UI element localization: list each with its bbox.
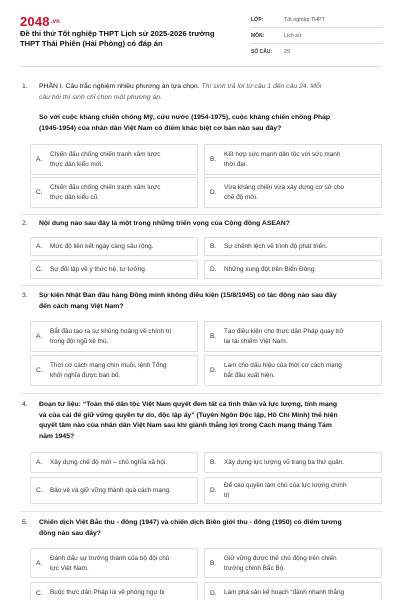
question-number: 3. (22, 292, 28, 299)
answer-option-5b[interactable]: B. Giữ vững được thế chủ động trên chiến trường chính Bắc Bộ. (204, 548, 382, 578)
site-logo[interactable]: $2048^{.vn}$ (20, 14, 61, 29)
question-text: Nội dung nào sau đây là một trong những triển vọng của Cộng đồng ASEAN? (39, 220, 290, 227)
document-title: Đề thi thử Tốt nghiệp THPT Lịch sử 2025-2026 trường THPT Thái Phiên (Hải Phòng) có đáp án (20, 29, 215, 48)
answer-option-2c[interactable]: C. Sự đối lập về ý thức hệ, tư tưởng. (30, 260, 198, 279)
question-number: 2. (22, 220, 28, 227)
answer-option-4d[interactable]: D. Để cao quyền làm chủ của lực lượng chính trị (204, 477, 382, 504)
question-number: 1. (22, 83, 28, 90)
question-divider (20, 511, 382, 512)
answer-option-3c[interactable]: C. Thời cơ cách mạng chín muồi, lệnh Tổng khởi nghĩa được ban bố. (30, 355, 198, 386)
answer-option-2b[interactable]: B. Sự chênh lệch về trình độ phát triển. (204, 237, 382, 256)
question-divider (20, 393, 382, 394)
question-text: Sự kiện Nhật Bản đầu hàng Đồng minh không điều kiện (15/8/1945) có tác động nào sau đây đến cách mạng Việt Nam? (39, 292, 337, 310)
question-text: Đoạn tư liệu: “Toàn thể dân tộc Việt Nam quyết đem tất cả tinh thần và lực lượng, tính mạng và của cải để giữ vững quyền tự do, độc lập ấy” (Tuyên Ngôn Độc lập, Hồ Chí Minh) thể hiện quyết tâm nào của nhân dân Việt Nam sau khi giành thắng lợi trong Cách mạng tháng Tám năm 1945? (39, 401, 338, 440)
answer-option-1b[interactable]: B. Kết hợp sức mạnh dân tộc với sức mạnh thời đại. (204, 144, 382, 175)
part-heading: PHẦN I. Câu trắc nghiệm nhiều phương án lựa chọn. Thí sinh trả lời từ câu 1 đến câu 24. Mỗi câu hỏi thí sinh chỉ chọn một phương án. (39, 83, 322, 101)
answer-option-5c[interactable]: C. Buộc thực dân Pháp lùi về phòng ngự bị (30, 582, 198, 600)
answer-option-3d[interactable]: D. Làm cho dấu hiệu của thời cơ cách mạng bắt đầu xuất hiện. (204, 355, 382, 386)
question-divider (20, 214, 382, 215)
meta-row-count: SỐ CÂU: 29 (251, 49, 290, 55)
answer-option-4a[interactable]: A. Xây dựng chế độ mới – chủ nghĩa xã hội. (30, 452, 198, 473)
question-number: 4. (22, 401, 28, 408)
meta-row-subject: MÔN: Lịch sử (251, 28, 383, 44)
answer-option-1a[interactable]: A. Chiến đấu chống chiến tranh xâm lược thực dân kiểu mới. (30, 144, 198, 175)
answer-option-4b[interactable]: B. Xây dựng lực lượng vũ trang ba thứ quân. (204, 452, 382, 473)
question-number: 5. (22, 519, 28, 526)
answer-option-3b[interactable]: B. Tạo điều kiện cho thực dân Pháp quay trở lại tái chiếm Việt Nam. (204, 321, 382, 352)
answer-option-5d[interactable]: D. Làm phá sản kế hoạch “đánh nhanh thắng (204, 582, 382, 600)
answer-option-4c[interactable]: C. Bảo vệ và giữ vững thành quả cách mạng. (30, 477, 198, 504)
answer-option-1d[interactable]: D. Vừa kháng chiến vừa xây dựng cơ sở cho chế độ mới. (204, 177, 382, 208)
answer-option-1c[interactable]: C. Chiến đấu chống chiến tranh xâm lược thực dân kiểu cũ. (30, 177, 198, 208)
meta-row-class: LỚP: Tốt nghiệp THPT (251, 12, 383, 28)
question-text: Chiến dịch Việt Bắc thu - đông (1947) và chiến dịch Biên giới thu - đông (1950) có điểm tương đồng nào sau đây? (39, 519, 342, 537)
question-text: So với cuộc kháng chiến chống Mỹ, cứu nước (1954-1975), cuộc kháng chiến chống Pháp (1945-1954) của nhân dân Việt Nam có điểm khác biệt cơ bản nào sau đây? (39, 114, 331, 132)
answer-option-2a[interactable]: A. Mức độ liên kết ngày càng sâu rộng. (30, 237, 198, 256)
answer-option-5a[interactable]: A. Đánh dấu sự trưởng thành của bộ đội chủ lực Việt Nam. (30, 548, 198, 578)
question-divider (20, 285, 382, 286)
answer-option-2d[interactable]: D. Những xung đột trên Biển Đông. (204, 260, 382, 279)
answer-option-3a[interactable]: A. Bắt đầu tạo ra sự khủng hoảng về chính trị trong đội ngũ kẻ thù. (30, 321, 198, 352)
